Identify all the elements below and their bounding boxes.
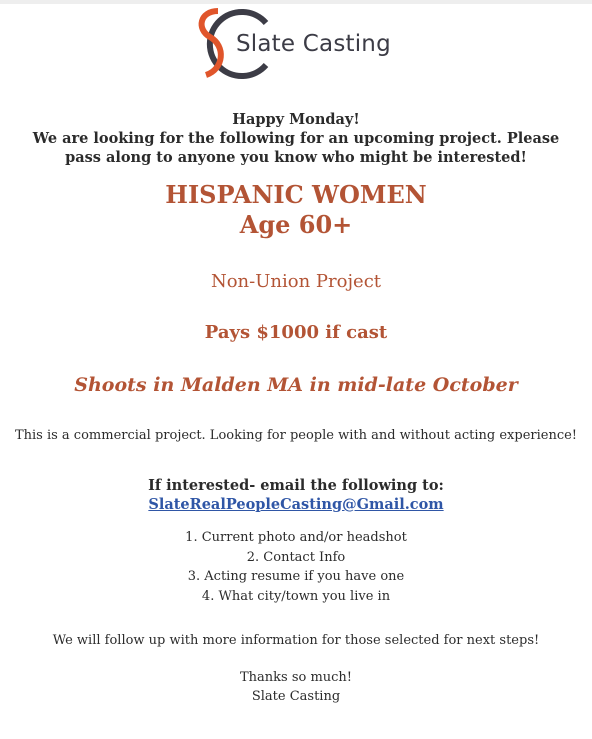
logo-text: Slate Casting (236, 31, 391, 57)
shoot-location-date: Shoots in Malden MA in mid-late October (74, 374, 518, 396)
signoff-name: Slate Casting (251, 689, 341, 704)
headline-role: HISPANIC WOMEN (165, 180, 427, 209)
greeting-line: pass along to anyone you know who might be interested! (65, 149, 527, 166)
signoff (0, 668, 592, 706)
union-status: Non-Union Project (210, 271, 382, 292)
list-item: 4. What city/town you live in (201, 588, 391, 604)
contact-label: If interested- email the following to: (148, 477, 444, 494)
casting-headline (0, 180, 592, 240)
email-link[interactable]: SlateRealPeopleCasting@Gmail.com (148, 496, 444, 513)
requirements-list (0, 528, 592, 606)
top-divider (0, 0, 592, 4)
contact-instructions (0, 476, 592, 514)
list-item: 1. Current photo and/or headshot (185, 530, 407, 545)
project-description: This is a commercial project. Looking for people with and without acting experience! (14, 428, 578, 443)
greeting-message (0, 110, 592, 167)
pay-info: Pays $1000 if cast (204, 322, 388, 343)
list-item: 3. Acting resume if you have one (187, 569, 405, 584)
followup-note: We will follow up with more information for those selected for next steps! (52, 633, 540, 648)
slate-casting-logo (190, 7, 420, 79)
greeting-line: We are looking for the following for an upcoming project. Please (32, 130, 560, 147)
signoff-thanks: Thanks so much! (239, 670, 353, 685)
list-item: 2. Contact Info (246, 549, 346, 565)
greeting-line: Happy Monday! (232, 111, 360, 128)
headline-age: Age 60+ (239, 210, 353, 239)
